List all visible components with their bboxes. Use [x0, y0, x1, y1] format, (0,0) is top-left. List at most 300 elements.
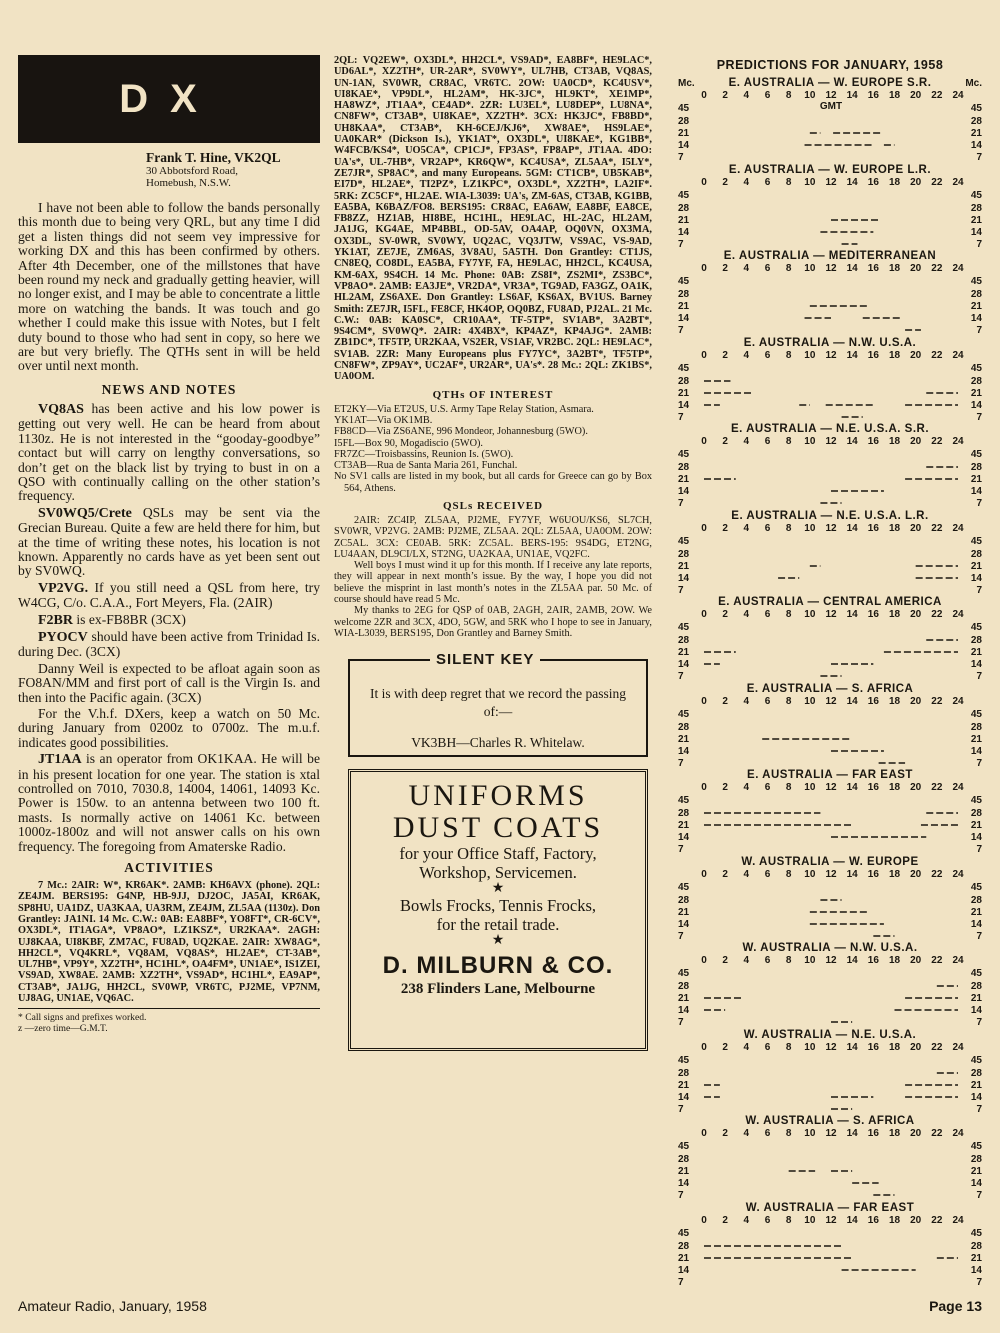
hour-tick-label: 2: [722, 695, 728, 707]
star-icon: ★: [491, 881, 505, 897]
freq-label-right: 7: [976, 152, 982, 162]
freq-label-left: 28: [678, 548, 690, 560]
hour-tick-label: 24: [952, 90, 964, 101]
hour-tick-label: 0: [701, 522, 707, 534]
hour-tick-label: 22: [931, 609, 943, 620]
hour-tick-label: 20: [910, 782, 922, 793]
hour-tick-label: 6: [764, 868, 771, 880]
hour-tick-label: 8: [785, 868, 792, 880]
hour-tick-label: 18: [888, 782, 901, 793]
freq-label-left: 21: [678, 1079, 690, 1091]
hour-tick-label: 8: [785, 782, 792, 793]
hour-tick-label: 20: [910, 349, 922, 361]
hour-tick-label: 4: [743, 609, 750, 620]
hour-tick-label: 4: [743, 955, 750, 966]
qth-entry: YK1AT—Via OK1MB.: [334, 414, 433, 426]
hour-tick-label: 4: [743, 436, 750, 447]
hour-tick-label: 0: [701, 263, 707, 274]
uniforms-advertisement: [348, 769, 648, 1051]
freq-label-right: 45: [970, 1227, 982, 1239]
hour-tick-label: 14: [846, 1128, 858, 1139]
hour-tick-label: 2: [722, 868, 728, 880]
freq-label-left: 14: [678, 745, 690, 757]
freq-label-right: 14: [970, 1264, 982, 1276]
hour-tick-label: 16: [867, 436, 879, 447]
hour-tick-label: 14: [846, 263, 858, 274]
hour-tick-label: 12: [825, 1214, 837, 1226]
hour-tick-label: 12: [825, 349, 837, 361]
hour-tick-label: 2: [722, 782, 728, 793]
hour-tick-label: 2: [722, 1041, 728, 1053]
freq-label-right: 45: [970, 1054, 982, 1066]
ad-address: 238 Flinders Lane, Melbourne: [400, 981, 596, 998]
freq-label-right: 14: [970, 1005, 982, 1016]
freq-label-left: 45: [678, 795, 690, 806]
hour-tick-label: 10: [804, 436, 816, 447]
freq-label-right: 7: [976, 930, 982, 941]
freq-label-right: 21: [970, 733, 982, 745]
freq-label-right: 14: [970, 572, 982, 584]
freq-label-left: 45: [678, 622, 690, 633]
hour-tick-label: 10: [804, 609, 816, 620]
hour-tick-label: 16: [867, 349, 879, 361]
prediction-chart-svg: [676, 509, 984, 595]
hour-tick-label: 22: [931, 695, 943, 707]
freq-label-right: 14: [970, 140, 982, 151]
hour-tick-label: 6: [764, 609, 771, 620]
freq-label-right: 21: [970, 128, 982, 139]
freq-label-right: 7: [976, 844, 982, 854]
hour-tick-label: 22: [931, 868, 943, 880]
hour-tick-label: 4: [743, 522, 750, 534]
freq-label-left: 7: [678, 757, 684, 768]
freq-label-left: 21: [678, 560, 690, 572]
freq-label-right: 45: [970, 535, 982, 547]
hour-tick-label: 10: [804, 90, 816, 101]
freq-label-right: 45: [970, 103, 982, 114]
hour-tick-label: 24: [952, 263, 964, 274]
freq-label-right: 45: [970, 622, 982, 633]
freq-label-right: 28: [970, 808, 982, 819]
freq-label-right: 14: [970, 832, 982, 843]
hour-tick-label: 0: [701, 349, 707, 361]
freq-label-right: 14: [970, 1091, 982, 1103]
hour-tick-label: 18: [888, 436, 901, 447]
hour-tick-label: 10: [804, 263, 816, 274]
prediction-chart-svg: [676, 249, 984, 335]
hour-tick-label: 22: [931, 955, 943, 966]
hour-tick-label: 24: [952, 1128, 964, 1139]
freq-label-left: 14: [678, 486, 690, 497]
hour-tick-label: 10: [804, 868, 816, 880]
prediction-chart: [676, 336, 984, 423]
freq-label-left: 14: [678, 1178, 690, 1189]
hour-tick-label: 20: [910, 1214, 922, 1226]
hour-tick-label: 22: [931, 1041, 943, 1053]
hour-tick-label: 2: [722, 349, 728, 361]
hour-tick-label: 12: [825, 955, 837, 966]
prediction-chart-svg: [676, 76, 984, 162]
ad-headline-uniforms: UNIFORMS: [408, 779, 588, 813]
hour-tick-label: 8: [785, 349, 792, 361]
hour-tick-label: 16: [867, 782, 879, 793]
hour-tick-label: 20: [910, 868, 922, 880]
hour-tick-label: 22: [931, 522, 943, 534]
prediction-chart-svg: [676, 1028, 984, 1114]
predictions-title: PREDICTIONS FOR JANUARY, 1958: [716, 58, 944, 72]
author-name: Frank T. Hine, VK2QL: [146, 150, 281, 165]
hour-tick-label: 6: [764, 349, 771, 361]
hour-tick-label: 2: [722, 1214, 728, 1226]
news-callsign: PYOCV: [38, 629, 88, 645]
prediction-chart-svg: [676, 163, 984, 249]
chart-title: W. AUSTRALIA — W. EUROPE: [741, 855, 919, 868]
freq-label-left: 28: [678, 202, 690, 214]
chart-title: W. AUSTRALIA — FAR EAST: [745, 1201, 915, 1214]
freq-label-left: 14: [678, 399, 690, 411]
chart-title: E. AUSTRALIA — N.W. U.S.A.: [743, 336, 917, 349]
prediction-chart-svg: [676, 1114, 984, 1200]
closing-paragraph-1: Well boys I must wind it up for this month. If I receive any late reports, they will appear in next month’s issue. By the way, I hope you did not believe the misprint in last month’s notes in the ZL5AA par. 50 Mc. of course should have read 5 Mc.: [334, 560, 652, 606]
mc-label-right: Mc.: [965, 78, 982, 89]
hour-tick-label: 18: [888, 90, 901, 101]
news-text: is an operator from OK1KAA. He will be in his present location for one year. The station is xtal controlled on 7010, 7030.8, 14004, 14061, 14093 Kc. Power is 150w. to an antenna between two 100 ft. masts. Is normally active on 14061 Kc. between 1000z-1800z and will not answer calls on his own frequency. The foregoing from Amaterske Radio.: [18, 751, 320, 854]
prediction-chart-svg: [676, 422, 984, 508]
freq-label-right: 7: [976, 1017, 982, 1027]
prediction-chart: [676, 941, 984, 1028]
freq-label-left: 21: [678, 993, 690, 1004]
news-callsign: VP2VG.: [38, 580, 89, 596]
activities-heading: ACTIVITIES: [124, 860, 214, 876]
hour-tick-label: 10: [804, 955, 816, 966]
hour-tick-label: 18: [888, 263, 901, 274]
freq-label-right: 45: [970, 276, 982, 287]
hour-tick-label: 0: [701, 1214, 707, 1226]
hour-tick-label: 2: [722, 1128, 728, 1139]
footer-page-number: Page 13: [929, 1298, 982, 1314]
news-list: [18, 402, 320, 854]
silent-key-text: It is with deep regret that we record the passing of:—: [369, 686, 627, 720]
hour-tick-label: 20: [910, 1041, 922, 1053]
freq-label-left: 45: [678, 708, 690, 720]
hour-tick-label: 10: [804, 349, 816, 361]
freq-label-right: 21: [970, 993, 982, 1004]
freq-label-right: 21: [970, 1166, 982, 1177]
hour-tick-label: 14: [846, 868, 858, 880]
hour-tick-label: 6: [764, 263, 771, 274]
hour-tick-label: 24: [952, 609, 964, 620]
ad-line-workshop: Workshop, Servicemen.: [419, 863, 577, 883]
chart-title: E. AUSTRALIA — N.E. U.S.A. L.R.: [731, 509, 929, 522]
qsl-list: 2AIR: ZC4IP, ZL5AA, PJ2ME, FY7YF, W6UOU/KS6, SL7CH, SV0WR, VP2VG. 2AMB: PJ2ME, ZL5AA. 2QL: ZL5AA, UA0OM. 2OW: ZC5AL. 3CX: CE0AB. 5RK: ZC5AL. BERS-195: 9S4DG, ET2NG, LU4AAN, DL9CI/LX, ST2NG, UA2KAA, UN1AE, VQ2FC.: [334, 514, 652, 560]
prediction-chart-svg: [676, 768, 984, 854]
hour-tick-label: 16: [867, 90, 879, 101]
hour-tick-label: 12: [825, 263, 837, 274]
hour-tick-label: 24: [952, 695, 964, 707]
freq-label-right: 21: [970, 906, 982, 918]
freq-label-left: 7: [678, 930, 684, 941]
freq-label-left: 21: [678, 128, 690, 139]
hour-tick-label: 6: [764, 1128, 771, 1139]
hour-tick-label: 8: [785, 263, 792, 274]
hour-tick-label: 6: [764, 176, 771, 188]
freq-label-left: 45: [678, 1054, 690, 1066]
prediction-chart: [676, 249, 984, 336]
footnote-zero-time: z —zero time—G.M.T.: [18, 1023, 108, 1035]
dx-column: [18, 55, 320, 1034]
freq-label-left: 45: [678, 189, 690, 201]
news-item: [18, 662, 320, 705]
freq-label-right: 21: [970, 301, 982, 312]
hour-tick-label: 2: [722, 176, 728, 188]
hour-tick-label: 2: [722, 263, 728, 274]
freq-label-right: 28: [970, 1154, 982, 1165]
freq-label-right: 45: [970, 708, 982, 720]
author-address-line2: Homebush, N.S.W.: [146, 177, 231, 189]
hour-tick-label: 20: [910, 436, 922, 447]
freq-label-left: 14: [678, 140, 690, 151]
hour-tick-label: 0: [701, 609, 707, 620]
hour-tick-label: 24: [952, 436, 964, 447]
news-text: For the V.h.f. DXers, keep a watch on 50 Mc. during January from 0200z to 0700z. The m.u.f. indicates good possibilities.: [18, 706, 320, 750]
footnote-worked: * Call signs and prefixes worked.: [18, 1012, 147, 1024]
footnotes: [18, 1008, 320, 1034]
hour-tick-label: 22: [931, 263, 943, 274]
chart-title: W. AUSTRALIA — N.E. U.S.A.: [743, 1028, 917, 1041]
hour-tick-label: 10: [804, 1041, 816, 1053]
freq-label-left: 14: [678, 1091, 690, 1103]
freq-label-left: 21: [678, 820, 690, 831]
prediction-chart-svg: [676, 595, 984, 681]
hour-tick-label: 16: [867, 1214, 879, 1226]
hour-tick-label: 12: [825, 522, 837, 534]
prediction-chart-svg: [676, 1201, 984, 1287]
freq-label-right: 45: [970, 449, 982, 460]
prediction-chart: [676, 768, 984, 855]
hour-tick-label: 24: [952, 868, 964, 880]
freq-label-right: 45: [970, 968, 982, 979]
freq-label-left: 28: [678, 1154, 690, 1165]
freq-label-left: 45: [678, 535, 690, 547]
hour-tick-label: 22: [931, 782, 943, 793]
hour-tick-label: 14: [846, 1214, 858, 1226]
freq-label-right: 28: [970, 116, 982, 127]
hour-tick-label: 22: [931, 1214, 943, 1226]
hour-tick-label: 24: [952, 522, 964, 534]
chart-title: E. AUSTRALIA — W. EUROPE L.R.: [728, 163, 932, 176]
freq-label-right: 14: [970, 1178, 982, 1189]
freq-label-left: 14: [678, 572, 690, 584]
qth-entry: FR7ZC—Troisbassins, Reunion Is. (5WO).: [334, 448, 514, 460]
freq-label-left: 14: [678, 1005, 690, 1016]
hour-tick-label: 4: [743, 868, 750, 880]
chart-title: W. AUSTRALIA — S. AFRICA: [745, 1115, 915, 1127]
news-callsign: VQ8AS: [38, 401, 84, 417]
freq-label-left: 21: [678, 733, 690, 745]
chart-title: E. AUSTRALIA — MEDITERRANEAN: [723, 250, 937, 262]
freq-label-left: 28: [678, 1240, 690, 1252]
freq-label-right: 7: [976, 671, 982, 681]
freq-label-right: 28: [970, 548, 982, 560]
freq-label-right: 28: [970, 1067, 982, 1079]
freq-label-left: 28: [678, 462, 690, 473]
dx-banner: DX: [18, 55, 320, 143]
hour-tick-label: 10: [804, 695, 816, 707]
hour-tick-label: 20: [910, 263, 922, 274]
freq-label-left: 7: [678, 584, 684, 595]
freq-label-right: 7: [976, 325, 982, 335]
hour-tick-label: 8: [785, 1041, 792, 1053]
freq-label-left: 45: [678, 968, 690, 979]
freq-label-left: 7: [678, 498, 684, 508]
hour-tick-label: 22: [931, 1128, 943, 1139]
freq-label-left: 7: [678, 152, 684, 162]
hour-tick-label: 2: [722, 955, 728, 966]
freq-label-right: 28: [970, 721, 982, 733]
news-item: [18, 630, 320, 660]
hour-tick-label: 20: [910, 955, 922, 966]
chart-title: E. AUSTRALIA — S. AFRICA: [746, 682, 914, 695]
hour-tick-label: 24: [952, 176, 964, 188]
freq-label-right: 28: [970, 462, 982, 473]
qth-entry: No SV1 calls are listed in my book, but all cards for Greece can go by Box 564, Athens.: [334, 471, 652, 494]
freq-label-left: 21: [678, 214, 690, 226]
hour-tick-label: 20: [910, 695, 922, 707]
hour-tick-label: 22: [931, 176, 943, 188]
freq-label-left: 28: [678, 375, 690, 387]
hour-tick-label: 8: [785, 695, 792, 707]
hour-tick-label: 8: [785, 436, 792, 447]
freq-label-right: 7: [976, 757, 982, 768]
hour-tick-label: 10: [804, 522, 816, 534]
hour-tick-label: 18: [888, 522, 901, 534]
freq-label-right: 28: [970, 202, 982, 214]
hour-tick-label: 10: [804, 176, 816, 188]
hour-tick-label: 18: [888, 955, 901, 966]
hour-tick-label: 20: [910, 609, 922, 620]
qth-entry: FB8CD—Via ZS6ANE, 996 Mondeor, Johannesburg (5WO).: [334, 426, 588, 438]
freq-label-left: 45: [678, 276, 690, 287]
hour-tick-label: 14: [846, 436, 858, 447]
hour-tick-label: 8: [785, 609, 792, 620]
hour-tick-label: 2: [722, 522, 728, 534]
chart-title: E. AUSTRALIA — N.E. U.S.A. S.R.: [730, 423, 930, 435]
hour-tick-label: 6: [764, 782, 771, 793]
hour-tick-label: 14: [846, 609, 858, 620]
freq-label-left: 21: [678, 301, 690, 312]
hour-tick-label: 0: [701, 695, 707, 707]
hour-tick-label: 8: [785, 955, 792, 966]
freq-label-right: 28: [970, 1240, 982, 1252]
freq-label-left: 21: [678, 1166, 690, 1177]
mc-label-left: Mc.: [678, 78, 695, 89]
freq-label-left: 45: [678, 881, 690, 893]
prediction-chart: [676, 1201, 984, 1288]
freq-label-left: 7: [678, 1103, 684, 1114]
freq-label-left: 28: [678, 894, 690, 906]
hour-tick-label: 12: [825, 1041, 837, 1053]
freq-label-left: 45: [678, 1141, 690, 1152]
hour-tick-label: 0: [701, 955, 707, 966]
news-callsign: SV0WQ5/Crete: [38, 505, 132, 521]
hour-tick-label: 18: [888, 1214, 901, 1226]
hour-tick-label: 14: [846, 782, 858, 793]
hour-tick-label: 6: [764, 436, 771, 447]
hour-tick-label: 20: [910, 522, 922, 534]
hour-tick-label: 24: [952, 1214, 964, 1226]
hour-tick-label: 12: [825, 782, 837, 793]
freq-label-left: 21: [678, 906, 690, 918]
hour-tick-label: 14: [846, 176, 858, 188]
prediction-chart: [676, 163, 984, 250]
hour-tick-label: 16: [867, 1041, 879, 1053]
author-address-line1: 30 Abbotsford Road,: [146, 165, 238, 177]
hour-tick-label: 12: [825, 609, 837, 620]
hour-tick-label: 4: [743, 695, 750, 707]
hour-tick-label: 18: [888, 1041, 901, 1053]
footer-publication: Amateur Radio, January, 1958: [18, 1298, 207, 1314]
hour-tick-label: 18: [888, 176, 901, 188]
hour-tick-label: 24: [952, 349, 964, 361]
ad-line-office: for your Office Staff, Factory,: [399, 844, 597, 864]
qth-list: [334, 404, 652, 494]
hour-tick-label: 8: [785, 1128, 792, 1139]
freq-label-left: 28: [678, 808, 690, 819]
hour-tick-label: 2: [722, 90, 728, 101]
hour-tick-label: 10: [804, 782, 816, 793]
freq-label-right: 28: [970, 894, 982, 906]
predictions-column: [676, 58, 984, 1287]
news-item: [18, 752, 320, 854]
hour-tick-label: 8: [785, 522, 792, 534]
freq-label-right: 21: [970, 647, 982, 658]
silent-key-title: SILENT KEY: [430, 651, 540, 668]
hour-tick-label: 0: [701, 436, 707, 447]
chart-title: E. AUSTRALIA — W. EUROPE S.R.: [728, 77, 932, 89]
hour-tick-label: 16: [867, 1128, 879, 1139]
freq-label-right: 7: [976, 1276, 982, 1287]
hour-tick-label: 22: [931, 436, 943, 447]
freq-label-left: 7: [678, 411, 684, 422]
freq-label-left: 28: [678, 981, 690, 992]
freq-label-left: 45: [678, 103, 690, 114]
hour-tick-label: 16: [867, 263, 879, 274]
hour-tick-label: 16: [867, 176, 879, 188]
news-text: is ex-FB8BR (3CX): [73, 611, 186, 627]
hour-tick-label: 2: [722, 436, 728, 447]
freq-label-left: 28: [678, 721, 690, 733]
hour-tick-label: 6: [764, 695, 771, 707]
prediction-chart: [676, 509, 984, 596]
hour-tick-label: 4: [743, 1214, 750, 1226]
hour-tick-label: 0: [701, 90, 707, 101]
freq-label-left: 14: [678, 313, 690, 324]
hour-tick-label: 0: [701, 868, 707, 880]
hour-tick-label: 4: [743, 1041, 750, 1053]
freq-label-left: 7: [678, 1190, 684, 1200]
chart-title: E. AUSTRALIA — CENTRAL AMERICA: [718, 596, 942, 608]
hour-tick-label: 18: [888, 349, 901, 361]
hour-tick-label: 0: [701, 1128, 707, 1139]
hour-tick-label: 4: [743, 90, 750, 101]
activities-continued: 2QL: VQ2EW*, OX3DL*, HH2CL*, VS9AD*, EA8BF*, HE9LAC*, UD6AL*, XZ2TH*, UR-2AR*, SV0WY*, UL7HB, CT3AB, VQ8AS, UN-1AN, SV0WR, CR8AC, VR6TC. 2OW: UA0CD*, KC4USV*, UI8KAE*, VP9DL*, HL2AM*, HK-3JC*, HL9KT*, XE1MP*, HA8WZ*, JT1AA*, CE4AD*. 2ZR: LU3EL*, LU8DEP*, LU8NA*, CN8FW*, CT3AB*, UI8KAE*, XZ2TH*. 3CX: HK3JC*, FB8BD*, UH8KAA*, CT3AB*, KH-6CEJ/KJ6*, XW8AE*, HS9LAE*, UA0KAR* (Dickson Is.), YK1AT*, OX3DL*, UI8KAE*, KG1BB*, W4FCB/KS4*, UO5CA*, CP1CJ*, FP3AS*, FP8AP*, JT1AA. 4DO: UA's*, UL-7HB*, VR2AP*, KR6QW*, KC4USA*, ZL5AA*, I5LY*, ZE7JR*, SP8AC*, and many Europeans. 5GM: CT1CB*, UB5KAB*, EI7D*, HL2AE*, TI2PZ*, LZ1KPC*, OX3DL*, XZ2TH*, LA2IF*. 5RK: ZC5CF*, HL2AE. WIA-L3039: UA's, ZM-6AS, CT3AB, KG1BB, EA5BA, K6BAZ/FO8. BERS195: CR8AC, EA6AW, EA8BF, EA8CE, FB8ZZ, HZ1AB, HI8BE, HC1HL, HE9LAC, HL-2AC, HL2AM, JA1JG, KG4AE, MP4BBL, OD-5AV, OA4AP, OQ0VN, OX3MA, OX3DL, SV-0WR, SV0WY, UQ2AC, VQ3JTW, VS9AC, VS-9AD, YK1AT, ZE7JE, ZM6AS, 3V8AU, 5A5TH. Don Grantley: CT1JS, CN8EQ, CO8DL, EA5BA, FY7YF, FA, HE9LAC, HH2CL, KC4USA, KM-6AX, 9S4CH. 14 Mc. Phone: 0AB: ZS8I*, ZS2MI*, ZS3BC*, VP8AO*. 2AMB: EA3JE*, VR2DA*, VR3A*, TG9AD, FA3GZ, OA1K, HL2AM, ZS6AXE. Don Grantley: LS6AF, KS6AX, BV1US. Barney Smith: ZE7JR, I5FL, FE8CF, HK4OP, OQ0BZ, FU8AD, PJ2AL. 21 Mc. C.W.: 0AB: KA0SC*, CR10AA*, TF-5TP*, SV1AB*, 3A2BT*, 9S4CM*, SV0WQ*. 2AIR: 4X4BX*, KP4AZ*, KP4AJG*. 2AMB: ZB1DC*, TF5TP, UR2KAA, VS2ER, VS1AF, VR2BC. 2QL: HE9LAC*, SV1AB. 2ZR: Many Europeans plus FY7YC*, 3A2BT*, TF5TP*, CN8FW*, ZP9AY*, UC2AF*, UR2AR*, UA's*. 28 Mc.: 2QL: ZK1BS*, UA0OM.: [334, 55, 652, 383]
prediction-charts: [676, 76, 984, 1287]
hour-tick-label: 20: [910, 1128, 922, 1139]
hour-tick-label: 20: [910, 90, 922, 101]
news-text: If you still need a QSL from here, try W4CG, C/o. C.A.A., Fort Meyers, Fla. (2AIR): [18, 579, 320, 611]
hour-tick-label: 12: [825, 176, 837, 188]
hour-tick-label: 8: [785, 1214, 792, 1226]
